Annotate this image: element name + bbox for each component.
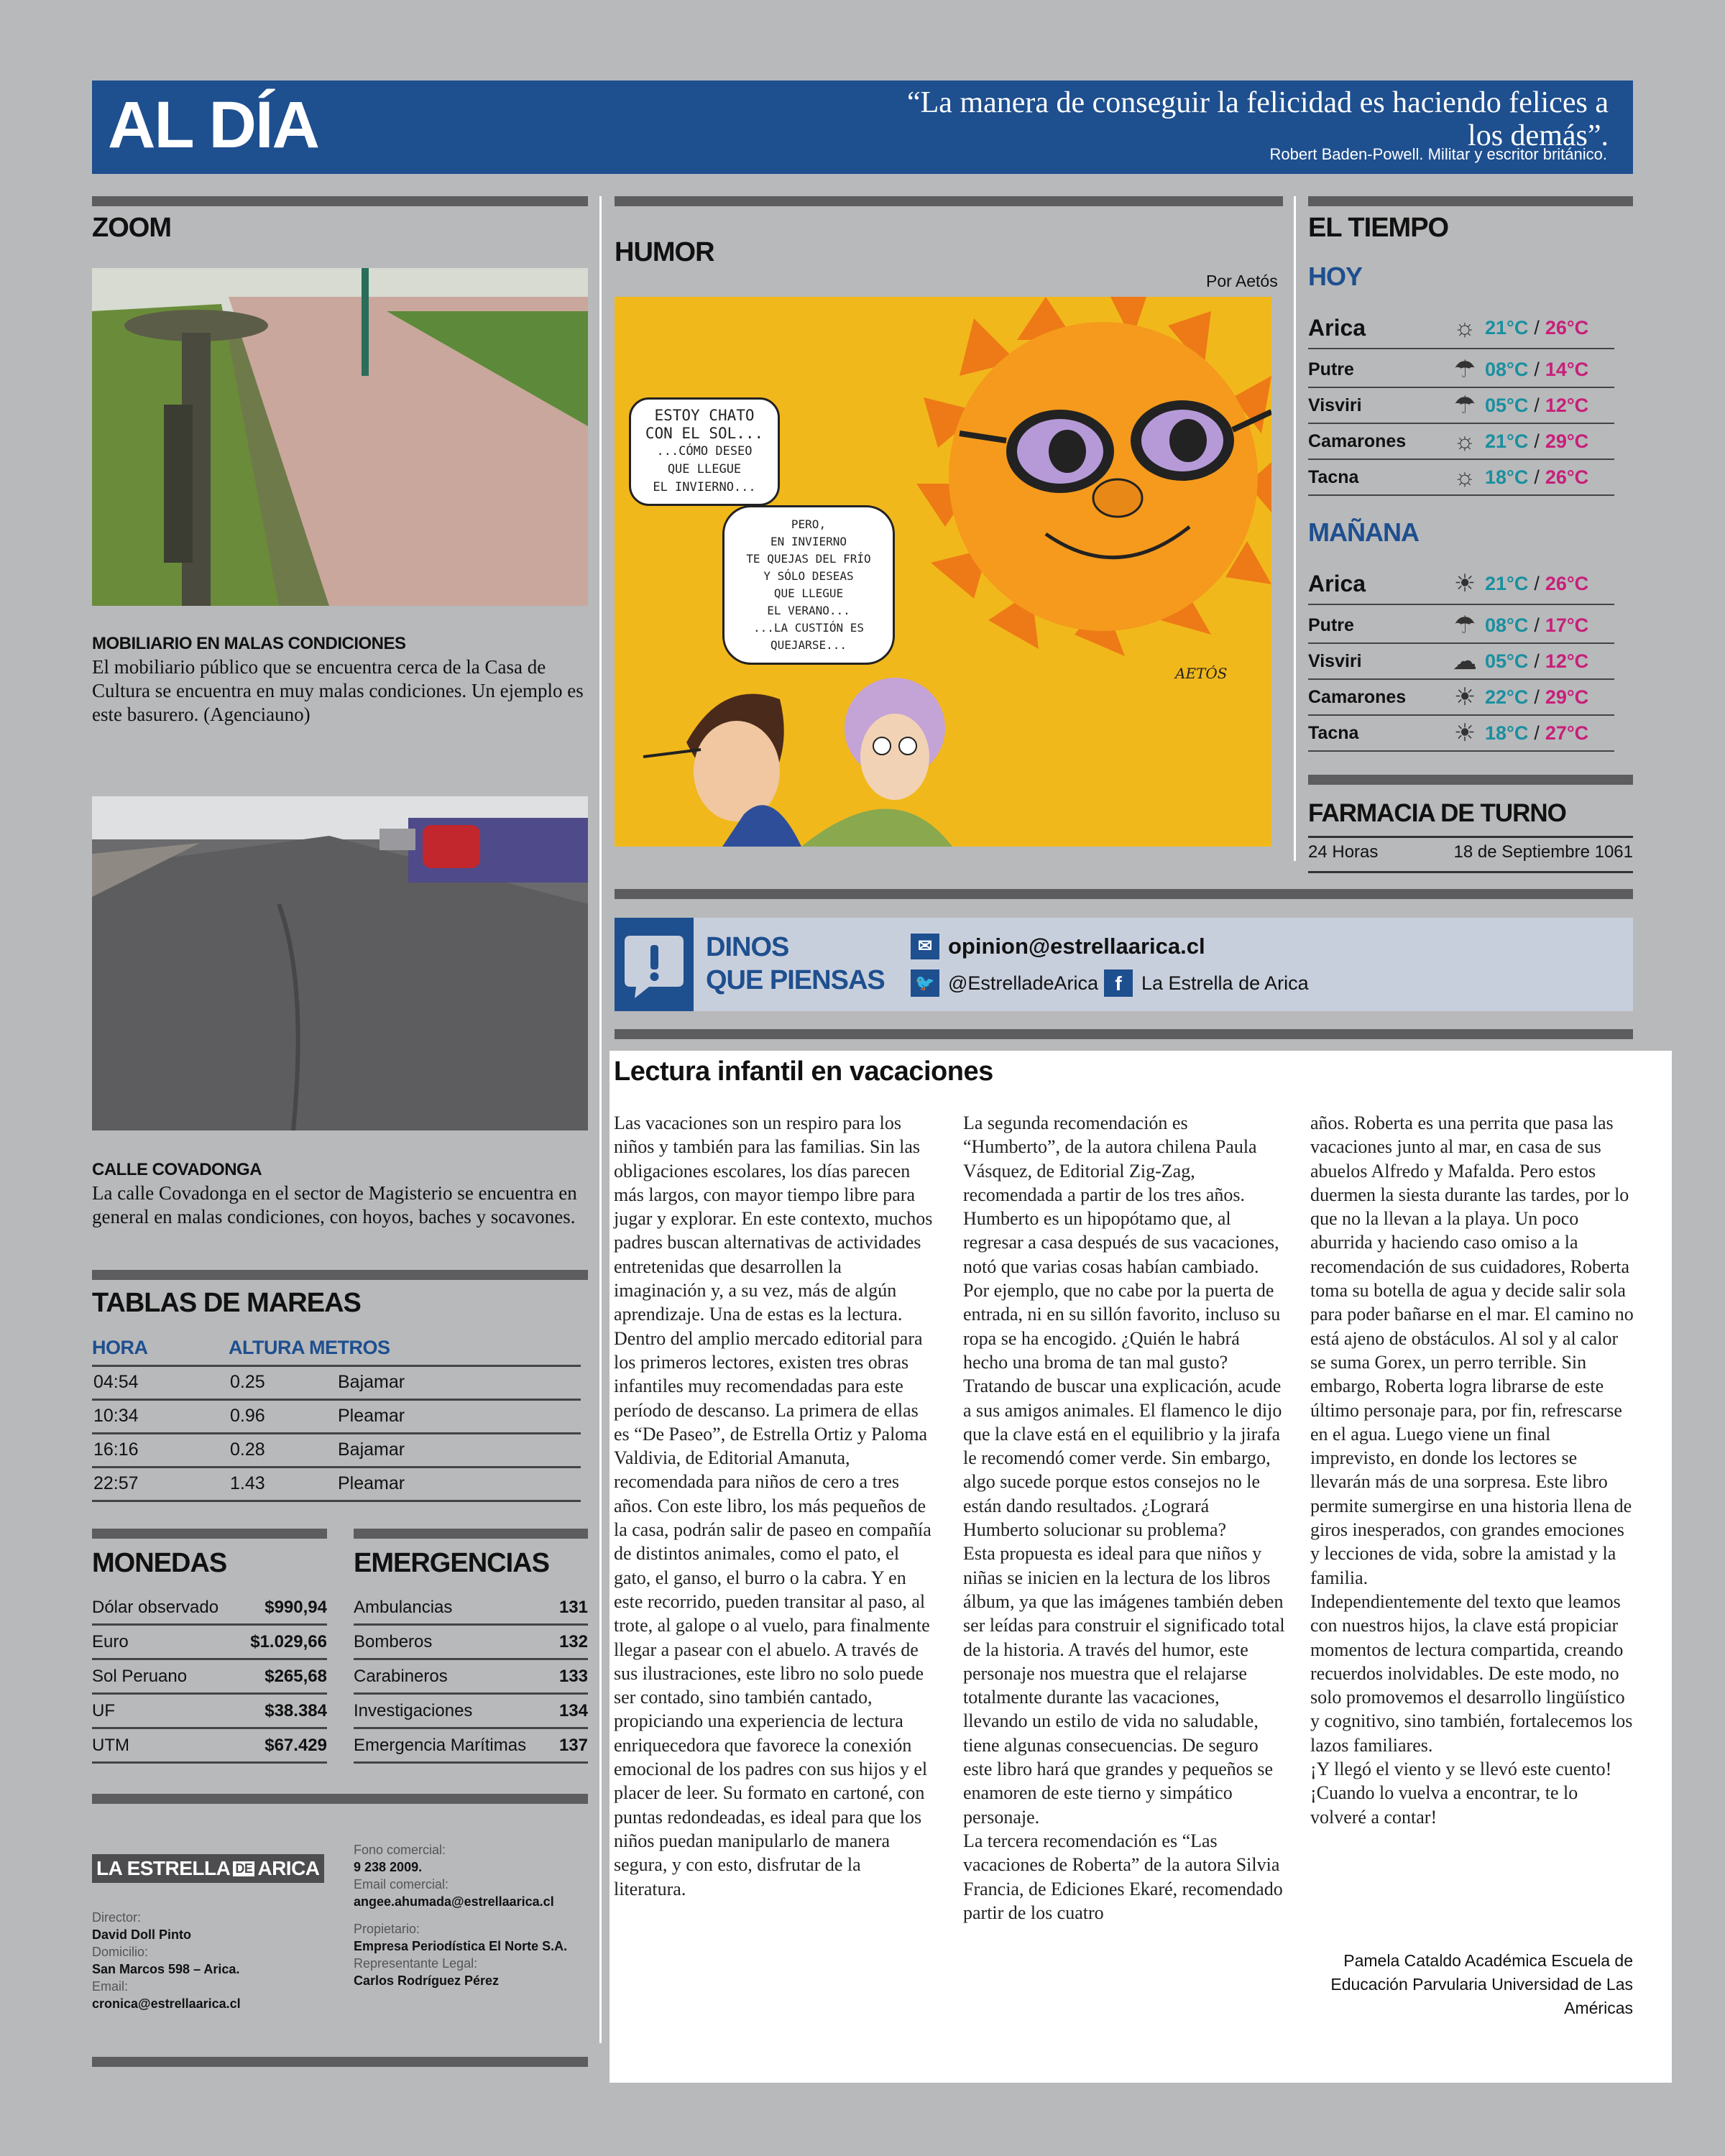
article-column-2 (963, 1111, 1287, 1925)
weather-row: Camarones ☀ 22°C / 29°C (1308, 680, 1614, 716)
divider (1308, 836, 1633, 838)
facebook-icon[interactable]: f (1104, 969, 1133, 997)
divider (1308, 775, 1633, 785)
imprint-value: 9 238 2009. (354, 1860, 423, 1874)
divider (92, 1794, 588, 1804)
bubble-line: TE QUEJAS DEL FRÍO (746, 552, 871, 566)
caption-title: CALLE COVADONGA (92, 1160, 262, 1179)
bubble-line: ...CÓMO DESEO (656, 444, 753, 459)
tide-altura: 1.43 (229, 1467, 336, 1501)
bubble-line: Y SÓLO DESEAS (763, 569, 854, 583)
list-item (92, 1660, 327, 1695)
humor-heading: HUMOR (615, 237, 714, 267)
tides-col-hora: HORA (92, 1331, 229, 1365)
tide-hora: 10:34 (92, 1399, 229, 1433)
article-paragraph: Dentro del amplio mercado editorial para los primeros lectores, existen tres obras infantiles muy recomendadas para este período de descanso. La primera de ellas es “De Paseo”, de Estrella Ortiz y Paloma Valdivia, de Editorial Amanuta, recomendada para niños de cero a tres años. Con este libro, los más pequeños de la casa, podrán salir de paseo en compañía de distintos animales, como el pato, el gato, el ganso, el burro o la cabra. Y en este recorrido, pueden transitar al paso, al trote, al galope o al vuelo, para finalmente llegar a pasear con el abuelo. A través de sus ilustraciones, este libro no solo puede ser contado, sino también cantado, propiciando una experiencia de lectura enriquecedora que favorece la conexión emocional de los padres con sus hijos y el placer de leer. Su formato en cartoné, con puntas redondeadas, es ideal para que los niños puedan manipularlo de manera segura, y con esto, disfrutar de la literatura. (614, 1327, 932, 1899)
logo-part: LA ESTRELLA (96, 1857, 231, 1879)
imprint-value: David Doll Pinto (92, 1927, 192, 1942)
section-masthead (92, 80, 1633, 174)
temp-max: 12°C (1545, 650, 1589, 672)
bubble-line: ESTOY CHATO (654, 407, 755, 424)
tide-altura: 0.96 (229, 1399, 336, 1433)
article-paragraph: Independientemente del texto que leamos con nuestros hijos, la clave está propiciar momentos de lectura compartida, creando recuerdos inolvidables. De este modo, no solo promovemos el desarrollo lingüístico y cognitivo, sino también, fortalecemos los lazos familiares. (1310, 1590, 1633, 1756)
list-item (354, 1729, 588, 1764)
rain-cloud-icon: ☂ (1453, 392, 1476, 419)
divider (92, 2057, 588, 2067)
weather-row: Camarones ☼ 21°C / 29°C (1308, 424, 1614, 460)
imprint-value[interactable]: angee.ahumada@estrellaarica.cl (354, 1894, 554, 1909)
comment-icon (615, 918, 694, 1011)
article-paragraph: La tercera recomendación es “Las vacaciones de Roberta” de la autora Silvia Francia, de Ediciones Ekaré, recomendado partir de los cuatro (963, 1830, 1283, 1923)
tide-tipo: Pleamar (336, 1467, 581, 1501)
article-paragraph: Esta propuesta es ideal para que niños y niñas se inicien en la lectura de los libros álbum, ya que las imágenes también deben ser leídas para construir el significado total de la historia. A través del humor, este personaje nos muestra que el relajarse totalmente durante las vacaciones, llevando un estilo de vida no saludable, tiene algunas consecuencias. De seguro este libro hará que grandes y pequeños se enamoren de este tierno y simpático personaje. (963, 1543, 1285, 1828)
imprint-value: Empresa Periodística El Norte S.A. (354, 1939, 568, 1953)
weather-city: Tacna (1308, 466, 1359, 487)
divider (615, 889, 1633, 899)
imprint-label: Domicilio: (92, 1945, 149, 1959)
emergencia-number: 131 (558, 1597, 588, 1617)
caption-text: La calle Covadonga en el sector de Magisterio se encuentra en general en malas condiciones, con hoyos, baches y socavones. (92, 1182, 577, 1227)
masthead-quote: “La manera de conseguir la felicidad es haciendo felices a los demás”. (907, 86, 1609, 152)
speech-bubble (722, 505, 895, 665)
weather-row: Visviri ☂ 05°C / 12°C (1308, 388, 1614, 424)
weather-row: Tacna ☼ 18°C / 26°C (1308, 460, 1614, 496)
list-item (354, 1591, 588, 1626)
divider (1308, 196, 1633, 206)
cloud-sun-icon: ☁ (1453, 648, 1477, 675)
divider (92, 1529, 327, 1539)
imprint-label: Email comercial: (354, 1877, 449, 1892)
newspaper-logo[interactable] (92, 1854, 324, 1883)
temp-max: 17°C (1545, 614, 1589, 636)
farmacia-heading: FARMACIA DE TURNO (1308, 799, 1566, 827)
sun-icon: ☀ (1453, 683, 1476, 711)
moneda-name: Sol Peruano (92, 1666, 188, 1686)
moneda-value: $265,68 (264, 1666, 327, 1686)
caption-text: El mobiliario público que se encuentra cerca de la Casa de Cultura se encuentra en muy malas condiciones. Un ejemplo es este basurero. (Agenciauno) (92, 656, 584, 725)
moneda-value: $1.029,66 (250, 1631, 327, 1651)
farmacia-address: 18 de Septiembre 1061 (1453, 842, 1633, 862)
emergencia-name: Carabineros (354, 1666, 448, 1686)
bubble-line: ...LA CUSTIÓN ES (753, 621, 865, 635)
bubble-line: EL INVIERNO... (653, 480, 756, 494)
bubble-line: CON EL SOL... (645, 425, 764, 442)
monedas-list (92, 1591, 327, 1764)
emergencias-list (354, 1591, 588, 1764)
weather-city: Putre (1308, 614, 1354, 635)
farmacia-row (1308, 842, 1633, 862)
weather-city: Arica (1308, 570, 1366, 596)
imprint-label: Email: (92, 1979, 129, 1994)
divider (615, 1029, 1633, 1039)
divider (92, 1270, 588, 1280)
logo-part: DE (233, 1861, 254, 1876)
list-item (92, 1729, 327, 1764)
divider (615, 196, 1283, 206)
moneda-value: $990,94 (264, 1597, 327, 1617)
weather-hoy-label: HOY (1308, 262, 1363, 291)
temp-max: 29°C (1545, 430, 1589, 452)
moneda-value: $38.384 (264, 1700, 327, 1720)
table-row (92, 1467, 581, 1501)
article-paragraph: Las vacaciones son un respiro para los niños y también para las familias. Sin las obligaciones escolares, los días parecen más largos, con mayor tiempo libre para jugar y explorar. En este contexto, muchos padres buscan alternativas de actividades entretenidas que desarrollen la imaginación y, a su vez, más de algún aprendizaje. Una de estas es la lectura. (614, 1112, 933, 1325)
twitter-icon[interactable]: 🐦 (911, 969, 939, 997)
weather-city: Visviri (1308, 395, 1362, 415)
temp-min: 08°C (1485, 614, 1529, 636)
weather-row: Arica ☀ 21°C / 26°C (1308, 563, 1614, 605)
list-item (92, 1591, 327, 1626)
contact-title (706, 931, 885, 997)
tides-table (92, 1331, 581, 1502)
imprint-right (354, 1841, 591, 1989)
tide-hora: 16:16 (92, 1433, 229, 1467)
article-paragraph: años. Roberta es una perrita que pasa las vacaciones junto al mar, en casa de sus abuelos Alfredo y Mafalda. Pero estos duermen la siesta durante las tardes, por lo que no la llevan a la playa. Un poco aburrida y haciendo caso omiso a la recomendación de sus cuidadores, Roberta toma su botella de agua y decide salir sola para poder bañarse en el mar. El camino no está ajeno de obstáculos. Al sol y al calor se suma Gorex, un perro terrible. Sin embargo, Roberta logra librarse de este último personaje para, por fin, refrescarse en el agua. Luego viene un final imprevisto, en donde los lectores se llevarán más de una sorpresa. Este libro permite sumergirse en una historia llena de giros inesperados, con grandes emociones y lecciones de vida, sobre la amistad y la familia. (1310, 1112, 1634, 1588)
weather-manana (1308, 515, 1633, 759)
weather-row: Tacna ☀ 18°C / 27°C (1308, 716, 1614, 752)
tide-tipo: Bajamar (336, 1365, 581, 1399)
bubble-line: PERO, (791, 517, 827, 531)
tide-altura: 0.28 (229, 1433, 336, 1467)
article-paragraph: ¡Y llegó el viento y se llevó este cuento! ¡Cuando lo vuelva a encontrar, te lo volveré a contar! (1310, 1759, 1612, 1828)
weather-city: Putre (1308, 359, 1354, 379)
caption-title: MOBILIARIO EN MALAS CONDICIONES (92, 634, 406, 653)
weather-row: Arica ☼ 21°C / 26°C (1308, 308, 1614, 349)
temp-min: 18°C (1485, 466, 1529, 488)
list-item (354, 1695, 588, 1729)
sun-icon: ☀ (1453, 719, 1476, 747)
mail-icon: ✉ (911, 934, 939, 959)
weather-row: Putre ☂ 08°C / 14°C (1308, 352, 1614, 388)
emergencia-number: 133 (558, 1666, 588, 1686)
imprint-label: Fono comercial: (354, 1843, 446, 1857)
tide-hora: 22:57 (92, 1467, 229, 1501)
emergencia-number: 137 (558, 1735, 588, 1755)
moneda-name: UTM (92, 1735, 129, 1755)
list-item (92, 1626, 327, 1660)
monedas-heading: MONEDAS (92, 1548, 227, 1578)
contact-email-text[interactable]: opinion@estrellaarica.cl (948, 934, 1205, 959)
tide-hora: 04:54 (92, 1365, 229, 1399)
rain-cloud-icon: ☂ (1453, 356, 1476, 383)
bubble-line: QUE LLEGUE (773, 586, 844, 600)
weather-city: Visviri (1308, 650, 1362, 671)
temp-min: 21°C (1485, 430, 1529, 452)
sun-icon: ☀ (1453, 570, 1476, 597)
weather-row: Putre ☂ 08°C / 17°C (1308, 608, 1614, 644)
tides-col-altura: ALTURA METROS (229, 1331, 581, 1365)
temp-min: 21°C (1485, 316, 1529, 338)
imprint-label: Director: (92, 1910, 142, 1925)
temp-max: 26°C (1545, 466, 1589, 488)
farmacia-hours: 24 Horas (1308, 842, 1379, 862)
humor-cartoon[interactable] (615, 297, 1271, 847)
photo1-caption (92, 634, 588, 727)
twitter-handle[interactable]: @EstrelladeArica (948, 972, 1098, 994)
weather-city: Arica (1308, 314, 1366, 341)
photo2-caption (92, 1160, 588, 1229)
speech-bubble (629, 397, 780, 506)
emergencia-name: Emergencia Marítimas (354, 1735, 527, 1755)
temp-max: 29°C (1545, 686, 1589, 708)
imprint-value: Carlos Rodríguez Pérez (354, 1973, 500, 1988)
temp-min: 22°C (1485, 686, 1529, 708)
table-row (92, 1433, 581, 1467)
moneda-name: Euro (92, 1631, 129, 1651)
temp-min: 05°C (1485, 650, 1529, 672)
emergencia-name: Bomberos (354, 1631, 433, 1651)
tide-tipo: Pleamar (336, 1399, 581, 1433)
temp-max: 14°C (1545, 358, 1589, 380)
zoom-heading: ZOOM (92, 213, 171, 243)
temp-min: 18°C (1485, 722, 1529, 744)
contact-title-line: QUE PIENSAS (706, 965, 885, 995)
list-item (92, 1695, 327, 1729)
tide-altura: 0.25 (229, 1365, 336, 1399)
rain-cloud-icon: ☂ (1453, 612, 1476, 639)
section-title: AL DÍA (108, 88, 318, 162)
emergencia-name: Ambulancias (354, 1597, 453, 1617)
temp-min: 05°C (1485, 394, 1529, 416)
weather-manana-label: MAÑANA (1308, 517, 1419, 547)
quote-author: Robert Baden-Powell. Militar y escritor británico. (1269, 145, 1607, 163)
article-column-3 (1310, 1111, 1634, 1829)
logo-part: ARICA (257, 1857, 320, 1879)
emergencia-number: 132 (558, 1631, 588, 1651)
temp-max: 26°C (1545, 572, 1589, 594)
table-row (92, 1399, 581, 1433)
article-column-1 (614, 1111, 937, 1901)
facebook-page[interactable]: La Estrella de Arica (1141, 972, 1309, 994)
temp-max: 12°C (1545, 394, 1589, 416)
imprint-label: Propietario: (354, 1922, 420, 1936)
temp-max: 27°C (1545, 722, 1589, 744)
temp-min: 21°C (1485, 572, 1529, 594)
bubble-line: EN INVIERNO (770, 535, 847, 548)
cartoonist-signature: AETÓS (1175, 665, 1228, 682)
emergencias-heading: EMERGENCIAS (354, 1548, 549, 1578)
article-title: Lectura infantil en vacaciones (614, 1056, 993, 1087)
sun-cloud-icon: ☼ (1453, 313, 1476, 341)
list-item (354, 1626, 588, 1660)
article-signature: Pamela Cataldo Académica Escuela de Educación Parvularia Universidad de Las Américas (1330, 1951, 1633, 2017)
list-item (354, 1660, 588, 1695)
weather-hoy (1308, 259, 1633, 546)
column-rule (599, 196, 602, 2043)
article-paragraph: La segunda recomendación es “Humberto”, de la autora chilena Paula Vásquez, de Editorial Zig-Zag, recomendada a partir de los tres años. Humberto es un hipopótamo que, al regresar a casa después de sus vacaciones, notó que varias cosas habían cambiado. Por ejemplo, que no cabe por la puerta de entrada, ni en su sillón favorito, incluso su ropa se ha encogido. ¿Quién le habrá hecho una broma de tan mal gusto? Tratando de buscar una explicación, acude a sus amigos animales. El flamenco le dijo que la clave está en el equilibrio y la jirafa le recomendó comer verde. Sin embargo, algo sucede porque estos consejos no le están dando resultados. ¿Logrará Humberto solucionar su problema? (963, 1112, 1282, 1541)
moneda-value: $67.429 (264, 1735, 327, 1755)
bubble-line: QUEJARSE... (770, 638, 847, 652)
photo-covadonga-street[interactable] (92, 796, 588, 1130)
weather-heading: EL TIEMPO (1308, 213, 1449, 243)
temp-min: 08°C (1485, 358, 1529, 380)
weather-city: Tacna (1308, 722, 1359, 743)
divider (92, 196, 588, 206)
imprint-left (92, 1909, 329, 2012)
bubble-line: QUE LLEGUE (667, 462, 742, 476)
tides-heading: TABLAS DE MAREAS (92, 1288, 361, 1318)
bubble-line: EL VERANO... (767, 604, 850, 617)
imprint-value[interactable]: cronica@estrellaarica.cl (92, 1996, 241, 2011)
photo-broken-bin[interactable] (92, 268, 588, 606)
imprint-value: San Marcos 598 – Arica. (92, 1962, 240, 1976)
contact-banner (615, 918, 1633, 1011)
sun-cloud-icon: ☼ (1453, 427, 1476, 455)
contact-social (911, 969, 1309, 997)
temp-max: 26°C (1545, 316, 1589, 338)
emergencia-name: Investigaciones (354, 1700, 473, 1720)
divider (1308, 871, 1633, 873)
column-rule (1294, 196, 1296, 861)
imprint-label: Representante Legal: (354, 1956, 478, 1971)
tide-tipo: Bajamar (336, 1433, 581, 1467)
cartoon-byline: Por Aetós (1206, 272, 1278, 290)
contact-title-line: DINOS (706, 932, 789, 962)
article (610, 1051, 1672, 2083)
weather-city: Camarones (1308, 686, 1407, 707)
moneda-name: UF (92, 1700, 115, 1720)
weather-row: Visviri ☁ 05°C / 12°C (1308, 644, 1614, 680)
weather-city: Camarones (1308, 430, 1407, 451)
sun-cloud-icon: ☼ (1453, 463, 1476, 491)
table-row (92, 1365, 581, 1399)
moneda-name: Dólar observado (92, 1597, 219, 1617)
contact-email[interactable] (911, 934, 1205, 959)
emergencia-number: 134 (558, 1700, 588, 1720)
divider (354, 1529, 588, 1539)
